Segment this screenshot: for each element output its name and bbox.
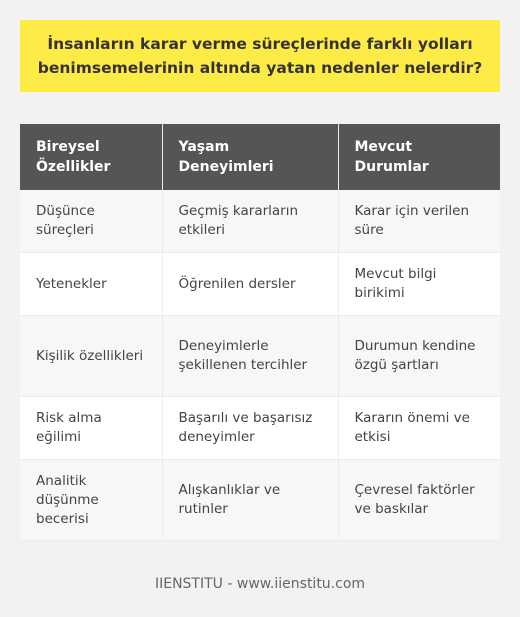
table-cell: Düşünce süreçleri <box>20 190 162 253</box>
table-cell: Analitik düşünme becerisi <box>20 460 162 541</box>
table-row <box>20 397 500 460</box>
column-header: Mevcut Durumlar <box>338 124 500 190</box>
table-cell: Kararın önemi ve etkisi <box>338 397 500 460</box>
table-header-row <box>20 124 500 190</box>
table-row <box>20 190 500 253</box>
table-cell: Geçmiş kararların etkileri <box>162 190 338 253</box>
table-cell: Yetenekler <box>20 253 162 316</box>
table-cell: Başarılı ve başarısız deneyimler <box>162 397 338 460</box>
table-cell: Durumun kendine özgü şartları <box>338 316 500 397</box>
table-row <box>20 460 500 541</box>
table-cell: Risk alma eğilimi <box>20 397 162 460</box>
table-cell: Öğrenilen dersler <box>162 253 338 316</box>
column-header: Yaşam Deneyimleri <box>162 124 338 190</box>
footer-text: IIENSTITU - www.iienstitu.com <box>154 576 366 592</box>
table-cell: Mevcut bilgi birikimi <box>338 253 500 316</box>
page-title: İnsanların karar verme süreçlerinde farklı yolları benimsemelerinin altında yatan nedenler nelerdir? <box>37 35 483 77</box>
factors-table <box>20 124 500 541</box>
table-cell: Karar için verilen süre <box>338 190 500 253</box>
table-cell: Alışkanlıklar ve rutinler <box>162 460 338 541</box>
column-header: Bireysel Özellikler <box>20 124 162 190</box>
table-cell: Kişilik özellikleri <box>20 316 162 397</box>
table-cell: Çevresel faktörler ve baskılar <box>338 460 500 541</box>
title-banner <box>20 20 500 92</box>
table-cell: Deneyimlerle şekillenen tercihler <box>162 316 338 397</box>
table-row <box>20 253 500 316</box>
table-row <box>20 316 500 397</box>
